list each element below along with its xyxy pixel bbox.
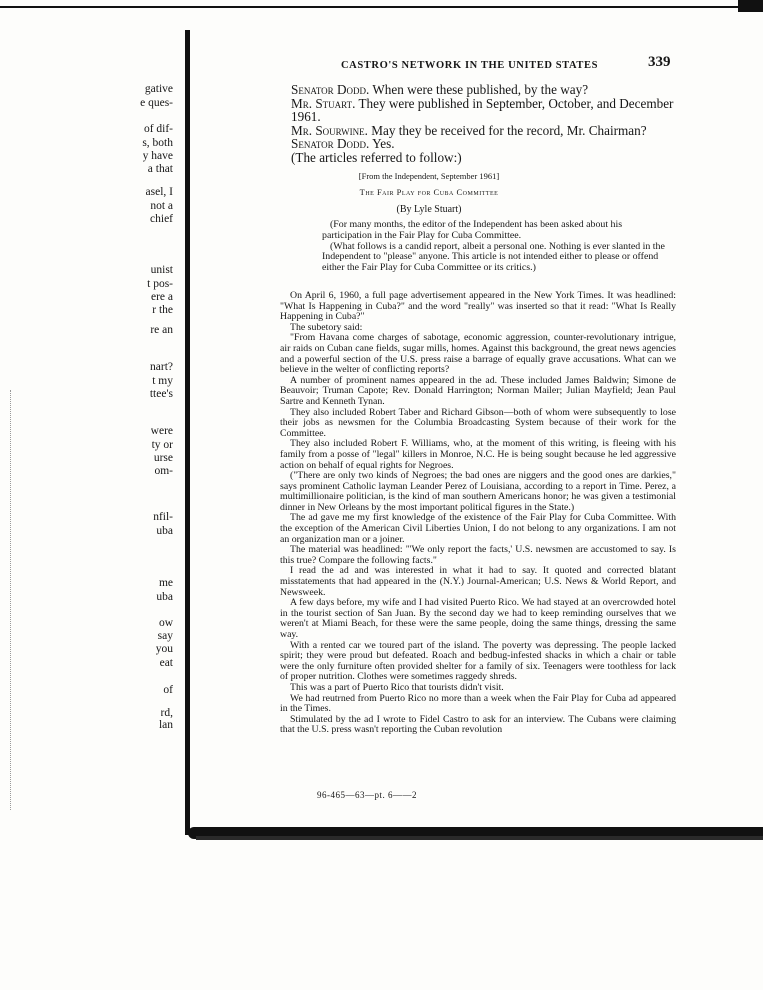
article-body bbox=[280, 291, 676, 736]
left-fragment: lan bbox=[158, 719, 173, 731]
speaker: Senator Dodd. bbox=[291, 82, 370, 97]
margin-dotted-line bbox=[10, 390, 11, 810]
paragraph: "From Havana come charges of sabotage, economic aggression, counter-revolutionary intrigue, air raids on Cuban cane fields, sugar mills, homes. Against this background, the great news agencies and a powerful section of the U.S. press raise a barrage of equally grave accusations. What can we believe in the welter of conflicting reports? bbox=[280, 332, 676, 376]
article-byline: (By Lyle Stuart) bbox=[396, 204, 462, 215]
left-fragment: e ques- bbox=[140, 97, 173, 109]
left-fragment: chief bbox=[150, 213, 173, 225]
left-fragment: t my bbox=[152, 375, 173, 387]
left-fragment: gative bbox=[144, 83, 173, 95]
left-fragment: not a bbox=[150, 200, 173, 212]
paragraph: We had reutrned from Puerto Rico no more than a week when the Fair Play for Cuba ad appeared in the Times. bbox=[280, 692, 676, 715]
top-rule bbox=[0, 6, 763, 8]
left-fragment: of dif- bbox=[143, 123, 173, 135]
paragraph: A number of prominent names appeared in the ad. These included James Baldwin; Simone de Beauvoir; Truman Capote; Rev. Donald Harrington; Norman Mailer; Julian Mayfield; Jean Paul Sartre and Kenneth Tynan. bbox=[280, 374, 676, 407]
left-fragment: nart? bbox=[150, 361, 173, 373]
left-fragment: r the bbox=[152, 304, 173, 316]
paragraph: A few days before, my wife and I had visited Puerto Rico. We had stayed at an overcrowded hotel in the tourist section of San Juan. By the second day we had to keep reminding ourselves that we weren't at Miami Beach, for these were the same people, doing the same things, dressing the same way. bbox=[280, 597, 676, 640]
paragraph: They also included Robert F. Williams, who, at the moment of this writing, is fleeing with his family from a posse of "legal" killers in Monroe, N.C. He is being sought because he led aggressive action on behalf of equal rights for Negroes. bbox=[280, 438, 676, 471]
speaker: Senator Dodd. bbox=[291, 136, 370, 152]
paragraph: They also included Robert Taber and Richard Gibson—both of whom were subsequently to lose their jobs as newsmen for the Columbia Broadcasting System because of their work for the Committee. bbox=[280, 406, 676, 439]
bottom-shadow-line bbox=[196, 836, 763, 840]
testimony-dialogue bbox=[291, 83, 676, 165]
left-fragment: you bbox=[155, 643, 173, 655]
paragraph: This was a part of Puerto Rico that tourists didn't visit. bbox=[290, 681, 504, 693]
article-source: [From the Independent, September 1961] bbox=[358, 171, 500, 181]
dialogue-line: Senator Dodd. Yes. bbox=[291, 136, 395, 152]
article-title: The Fair Play for Cuba Committee bbox=[359, 187, 499, 197]
footer-code: 96-465—63—pt. 6——2 bbox=[317, 790, 417, 800]
editor-note-paragraph: (For many months, the editor of the Independent has been asked about his participation in the Fair Play for Cuba Committee. bbox=[322, 219, 623, 241]
left-fragment: unist bbox=[150, 264, 173, 276]
speaker: Mr. Sourwine. bbox=[291, 122, 368, 138]
left-fragment: ere a bbox=[150, 291, 173, 303]
left-fragment: were bbox=[150, 425, 173, 437]
dialogue-line: Mr. Stuart. They were published in September, October, and December 1961. bbox=[291, 95, 674, 125]
left-fragment: a that bbox=[147, 163, 173, 175]
left-fragment: om- bbox=[154, 465, 173, 477]
left-fragment: t pos- bbox=[147, 278, 173, 290]
left-fragment: nfil- bbox=[153, 511, 173, 523]
binding-gutter bbox=[185, 30, 190, 835]
left-fragment: rd, bbox=[160, 707, 173, 719]
left-fragment: y have bbox=[142, 150, 173, 162]
dialogue-line: Mr. Sourwine. May they be received for the record, Mr. Chairman? bbox=[291, 122, 647, 138]
paragraph: On April 6, 1960, a full page advertisement appeared in the New York Times. It was headlined: "What Is Happening in Cuba?" and the word "really" was inserted so that it read: "What Is Really Happening in Cuba?" bbox=[280, 290, 676, 323]
speaker: Mr. Stuart. bbox=[291, 95, 356, 111]
left-fragment: ty or bbox=[151, 439, 173, 451]
left-fragment: asel, I bbox=[145, 186, 173, 198]
left-fragment: uba bbox=[156, 525, 173, 537]
left-fragment: say bbox=[157, 630, 173, 642]
paragraph: The material was headlined: "'We only report the facts,' U.S. newsmen are accustomed to say. Is this true? Compare the following facts." bbox=[280, 544, 676, 566]
paragraph: ("There are only two kinds of Negroes; the bad ones are niggers and the good ones are darkies," says prominent Catholic layman Leander Perez of Louisiana, according to a report in Time. Perez, a multimillionaire politician, is the kind of man southern Americans honor; he was given a testimonial dinner in New Orleans by the most important political figures in the State.) bbox=[280, 470, 676, 513]
left-fragment: of bbox=[163, 684, 173, 696]
dialogue-line: (The articles referred to follow:) bbox=[291, 149, 462, 165]
page-number: 339 bbox=[648, 54, 671, 70]
paragraph: The ad gave me my first knowledge of the existence of the Fair Play for Cuba Committee. With the exception of the American Civil Liberties Union, I do not belong to any organizations. I am not an organization man or a joiner. bbox=[280, 512, 676, 545]
left-fragment: re an bbox=[150, 324, 173, 336]
left-fragment: eat bbox=[159, 657, 173, 669]
left-fragment: ow bbox=[158, 617, 173, 629]
paragraph: The subetory said: bbox=[290, 321, 363, 333]
corner-mark bbox=[738, 0, 763, 12]
left-fragment: uba bbox=[156, 591, 173, 603]
editor-note bbox=[322, 220, 672, 274]
left-fragment: ttee's bbox=[149, 388, 173, 400]
running-head: CASTRO'S NETWORK IN THE UNITED STATES bbox=[341, 60, 599, 71]
left-fragment: me bbox=[158, 577, 173, 589]
paragraph: With a rented car we toured part of the island. The poverty was depressing. The people lacked spirit; they were proud but defeated. Roach and bedbug-infested shacks in which a chair or table were the only furniture often provided shelter for a family of six. Teenagers were toothless for lack of proper nutrition. Clothes were sometimes raggedy shreds. bbox=[280, 639, 676, 683]
dialogue-line: Senator Dodd. When were these published, by the way? bbox=[291, 82, 589, 97]
left-fragment: urse bbox=[153, 452, 173, 464]
editor-note-paragraph: (What follows is a candid report, albeit a personal one. Nothing is ever slanted in the Independent to "please" anyone. This article is not intended either to please or offend either the Fair Play for Cuba Committee or its critics.) bbox=[322, 240, 665, 274]
paragraph: Stimulated by the ad I wrote to Fidel Castro to ask for an interview. The Cubans were claiming that the U.S. press wasn't reporting the Cuban revolution bbox=[280, 713, 676, 736]
paragraph: I read the ad and was interested in what it had to say. It quoted and corrected blatant misstatements that had appeared in the (N.Y.) Journal-American; U.S. News & World Report, and Newsweek. bbox=[280, 565, 676, 598]
left-fragment: s, both bbox=[142, 137, 173, 149]
